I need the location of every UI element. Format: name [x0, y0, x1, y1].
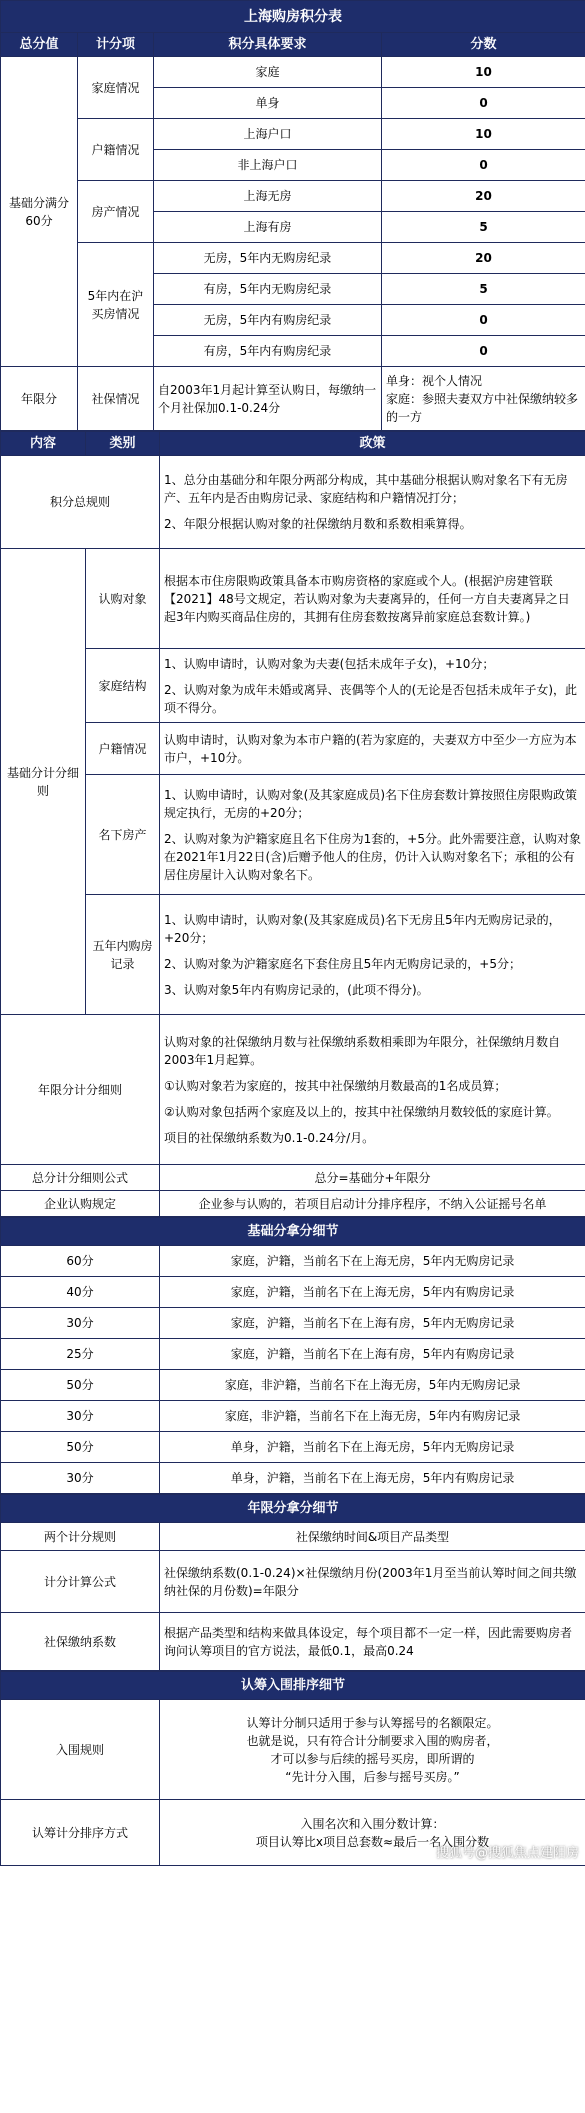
breakdown-score: 30分	[1, 1463, 160, 1494]
rules-label: 积分总规则	[1, 456, 160, 549]
score-value: 0	[382, 150, 585, 181]
col-header-item: 计分项	[78, 33, 154, 57]
breakdown-score: 50分	[1, 1432, 160, 1463]
requirement: 无房，5年内有购房纪录	[154, 305, 382, 336]
detail-text	[160, 895, 585, 1015]
sort-line: 项目认筹比x项目总套数≈最后一名入围分数	[255, 1834, 490, 1849]
queue-table	[0, 1671, 585, 1866]
detail-para: ①认购对象若为家庭的，按其中社保缴纳月数最高的1名成员算；	[164, 1078, 507, 1093]
detail-para: 2、认购对象为沪籍家庭且名下住房为1套的，+5分。此外需要注意，认购对象在2021年1月22日(含)后赠予他人的住房，仍计入认购对象名下；承租的公有居住房屋计入认购对象名下。	[164, 831, 581, 882]
detail-text	[160, 723, 585, 775]
page-title: 上海购房积分表	[1, 1, 585, 33]
entry-line: 才可以参与后续的摇号买房，即所谓的	[270, 1751, 475, 1766]
score-value: 0	[382, 336, 585, 367]
year-rule-label: 社保缴纳系数	[1, 1613, 160, 1671]
requirement: 上海有房	[154, 212, 382, 243]
breakdown-desc: 家庭，沪籍，当前名下在上海无房，5年内有购房记录	[160, 1277, 585, 1308]
score-table	[0, 0, 585, 431]
basic-breakdown-table	[0, 1217, 585, 1494]
col-header-requirement: 积分具体要求	[154, 33, 382, 57]
formula-value: 总分=基础分+年限分	[160, 1165, 585, 1191]
requirement: 家庭	[154, 57, 382, 88]
rules-para: 1、总分由基础分和年限分两部分构成，其中基础分根据认购对象名下有无房产、五年内是否由购房记录、家庭结构和户籍情况打分；	[164, 473, 568, 505]
enterprise-value: 企业参与认购的，若项目启动计分排序程序，不纳入公证摇号名单	[160, 1191, 585, 1217]
breakdown-score: 30分	[1, 1401, 160, 1432]
group-label: 房产情况	[78, 181, 154, 243]
breakdown-desc: 家庭，沪籍，当前名下在上海有房，5年内无购房记录	[160, 1308, 585, 1339]
year-requirement: 自2003年1月起计算至认购日，每缴纳一个月社保加0.1-0.24分	[154, 367, 382, 431]
col-header-score: 分数	[382, 33, 585, 57]
detail-category: 认购对象	[86, 549, 160, 649]
breakdown-desc: 单身，沪籍，当前名下在上海无房，5年内有购房记录	[160, 1463, 585, 1494]
group-label: 5年内在沪买房情况	[78, 243, 154, 367]
requirement: 有房，5年内无购房纪录	[154, 274, 382, 305]
rules-text	[160, 456, 585, 549]
entry-line: 也就是说，只有符合计分制要求入围的购房者，	[246, 1733, 499, 1748]
year-breakdown-table	[0, 1494, 585, 1671]
detail-para: ②认购对象包括两个家庭及以上的，按其中社保缴纳月数较低的家庭计算。	[164, 1104, 559, 1119]
sort-line: 入围名次和入围分数计算：	[300, 1816, 445, 1831]
requirement: 有房，5年内有购房纪录	[154, 336, 382, 367]
detail-para: 根据本市住房限购政策具备本市购房资格的家庭或个人。(根据沪房建管联【2021】48号文规定，若认购对象为夫妻离异的，任何一方自夫妻离异之日起3年内购买商品住房的，其拥有住房套数按离异前家庭总套数计算。)	[164, 573, 570, 624]
breakdown-score: 40分	[1, 1277, 160, 1308]
year-score-label: 年限分	[1, 367, 78, 431]
detail-category: 家庭结构	[86, 649, 160, 723]
breakdown-desc: 家庭，沪籍，当前名下在上海无房，5年内无购房记录	[160, 1246, 585, 1277]
requirement: 非上海户口	[154, 150, 382, 181]
detail-para: 1、认购申请时，认购对象(及其家庭成员)名下住房套数计算按照住房限购政策规定执行，无房的+20分；	[164, 787, 578, 820]
entry-rule-label: 入围规则	[1, 1700, 160, 1800]
col-header-content: 内容	[1, 432, 86, 456]
requirement: 无房，5年内无购房纪录	[154, 243, 382, 274]
year-detail-text	[160, 1015, 585, 1165]
group-label: 家庭情况	[78, 57, 154, 119]
col-header-policy: 政策	[160, 432, 585, 456]
detail-para: 2、认购对象为沪籍家庭名下套住房且5年内无购房记录的，+5分；	[164, 956, 521, 971]
breakdown-score: 60分	[1, 1246, 160, 1277]
requirement: 上海户口	[154, 119, 382, 150]
score-value: 5	[382, 274, 585, 305]
breakdown-score: 30分	[1, 1308, 160, 1339]
year-rule-label: 计分计算公式	[1, 1551, 160, 1613]
rules-para: 2、年限分根据认购对象的社保缴纳月数和系数相乘算得。	[164, 517, 472, 531]
year-breakdown-title: 年限分拿分细节	[1, 1495, 585, 1523]
detail-text	[160, 549, 585, 649]
col-header-category: 类别	[86, 432, 160, 456]
breakdown-desc: 家庭，非沪籍，当前名下在上海无房，5年内有购房记录	[160, 1401, 585, 1432]
requirement: 上海无房	[154, 181, 382, 212]
watermark: 搜狐号@搜狐焦点建阳房	[436, 1846, 580, 1861]
policy-table	[0, 431, 585, 1217]
score-value: 10	[382, 57, 585, 88]
year-rule-value: 社保缴纳时间&项目产品类型	[160, 1523, 585, 1551]
detail-category: 户籍情况	[86, 723, 160, 775]
year-score-family: 家庭：参照夫妻双方中社保缴纳较多的一方	[386, 391, 579, 424]
sort-rule-text	[160, 1800, 585, 1866]
requirement: 单身	[154, 88, 382, 119]
score-value: 5	[382, 212, 585, 243]
score-value: 10	[382, 119, 585, 150]
detail-category: 名下房产	[86, 775, 160, 895]
year-rule-value: 根据产品类型和结构来做具体设定，每个项目都不一定一样，因此需要购房者询问认筹项目的官方说法，最低0.1，最高0.24	[160, 1613, 585, 1671]
formula-label: 总分计分细则公式	[1, 1165, 160, 1191]
detail-text	[160, 775, 585, 895]
detail-para: 项目的社保缴纳系数为0.1-0.24分/月。	[164, 1130, 375, 1145]
enterprise-label: 企业认购规定	[1, 1191, 160, 1217]
detail-para: 认购申请时，认购对象为本市户籍的(若为家庭的，夫妻双方中至少一方应为本市户，+10分。	[164, 732, 577, 765]
col-header-total: 总分值	[1, 33, 78, 57]
detail-para: 2、认购对象为成年未婚或离异、丧偶等个人的(无论是否包括未成年子女)，此项不得分。	[164, 682, 578, 715]
basic-score-label: 基础分满分60分	[1, 57, 78, 367]
queue-title: 认筹入围排序细节	[1, 1672, 585, 1700]
detail-para: 1、认购申请时，认购对象为夫妻(包括未成年子女)，+10分；	[164, 656, 495, 671]
breakdown-desc: 家庭，非沪籍，当前名下在上海无房，5年内无购房记录	[160, 1370, 585, 1401]
entry-line: “先计分入围，后参与摇号买房。”	[285, 1769, 460, 1784]
year-score-note	[382, 367, 585, 431]
breakdown-desc: 家庭，沪籍，当前名下在上海有房，5年内有购房记录	[160, 1339, 585, 1370]
score-value: 0	[382, 88, 585, 119]
breakdown-desc: 单身，沪籍，当前名下在上海无房，5年内无购房记录	[160, 1432, 585, 1463]
breakdown-score: 25分	[1, 1339, 160, 1370]
basic-breakdown-title: 基础分拿分细节	[1, 1218, 585, 1246]
sort-rule-label: 认筹计分排序方式	[1, 1800, 160, 1866]
detail-category: 五年内购房记录	[86, 895, 160, 1015]
score-value: 20	[382, 243, 585, 274]
detail-para: 认购对象的社保缴纳月数与社保缴纳系数相乘即为年限分，社保缴纳月数自2003年1月起算。	[164, 1034, 561, 1067]
year-score-single: 单身：视个人情况	[386, 373, 483, 388]
entry-rule-text	[160, 1700, 585, 1800]
year-rule-label: 两个计分规则	[1, 1523, 160, 1551]
breakdown-score: 50分	[1, 1370, 160, 1401]
year-item: 社保情况	[78, 367, 154, 431]
score-value: 0	[382, 305, 585, 336]
detail-para: 1、认购申请时，认购对象(及其家庭成员)名下无房且5年内无购房记录的，+20分；	[164, 912, 561, 945]
group-label: 户籍情况	[78, 119, 154, 181]
score-value: 20	[382, 181, 585, 212]
basic-detail-label: 基础分计分细则	[1, 549, 86, 1015]
entry-line: 认筹计分制只适用于参与认筹摇号的名额限定。	[246, 1715, 499, 1730]
detail-text	[160, 649, 585, 723]
year-detail-label: 年限分计分细则	[1, 1015, 160, 1165]
year-rule-value: 社保缴纳系数(0.1-0.24)×社保缴纳月份(2003年1月至当前认筹时间之间共缴纳社保的月份数)=年限分	[160, 1551, 585, 1613]
detail-para: 3、认购对象5年内有购房记录的，(此项不得分)。	[164, 982, 429, 997]
